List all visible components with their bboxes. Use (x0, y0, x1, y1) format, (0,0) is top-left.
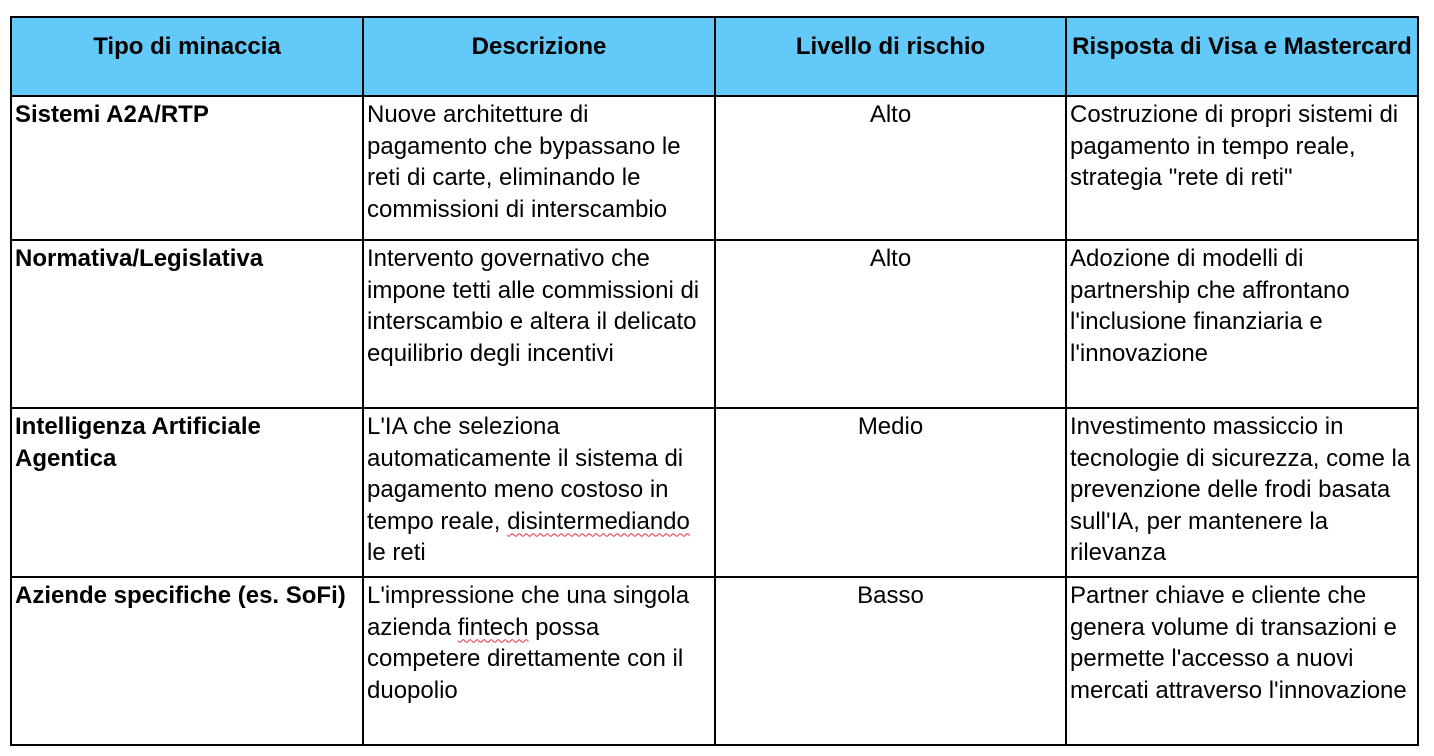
description-cell[interactable]: Nuove architetture di pagamento che bypassano le reti di carte, eliminando le commissioni di interscambio (363, 96, 715, 240)
table-row (11, 96, 1418, 240)
response-cell[interactable]: Investimento massiccio in tecnologie di sicurezza, come la prevenzione delle frodi basata sull'IA, per mantenere la rilevanza (1066, 408, 1418, 577)
table-row (11, 240, 1418, 408)
header-threat-type: Tipo di minaccia (11, 17, 363, 96)
table-row (11, 577, 1418, 745)
description-text: L'IA che seleziona automaticamente il sistema di pagamento meno costoso in tempo reale, (367, 413, 684, 535)
risk-level-cell[interactable]: Medio (715, 408, 1066, 577)
response-cell[interactable]: Adozione di modelli di partnership che affrontano l'inclusione finanziaria e l'innovazione (1066, 240, 1418, 408)
threat-type-cell[interactable]: Normativa/Legislativa (11, 240, 363, 408)
header-response: Risposta di Visa e Mastercard (1066, 17, 1418, 96)
threat-type-cell[interactable]: Aziende specifiche (es. SoFi) (11, 577, 363, 745)
risk-level-cell[interactable]: Basso (715, 577, 1066, 745)
spellcheck-flagged-word: disintermediando (507, 507, 690, 535)
description-cell[interactable] (363, 577, 715, 745)
response-cell[interactable]: Costruzione di propri sistemi di pagamento in tempo reale, strategia "rete di reti" (1066, 96, 1418, 240)
header-risk-level: Livello di rischio (715, 17, 1066, 96)
description-text: L'impressione che una singola azienda (367, 582, 690, 641)
description-text: possa competere direttamente con il duopolio (367, 613, 684, 704)
description-text: le reti (367, 539, 426, 566)
spellcheck-flagged-word: fintech (457, 613, 529, 641)
description-cell[interactable] (363, 408, 715, 577)
threat-type-cell[interactable]: Sistemi A2A/RTP (11, 96, 363, 240)
description-cell[interactable]: Intervento governativo che impone tetti alle commissioni di interscambio e altera il delicato equilibrio degli incentivi (363, 240, 715, 408)
risk-level-cell[interactable]: Alto (715, 240, 1066, 408)
risk-level-cell[interactable]: Alto (715, 96, 1066, 240)
table-header-row (11, 17, 1418, 96)
threat-type-cell[interactable]: Intelligenza Artificiale Agentica (11, 408, 363, 577)
header-description: Descrizione (363, 17, 715, 96)
response-cell[interactable]: Partner chiave e cliente che genera volume di transazioni e permette l'accesso a nuovi mercati attraverso l'innovazione (1066, 577, 1418, 745)
table-row (11, 408, 1418, 577)
threat-table (10, 16, 1419, 746)
